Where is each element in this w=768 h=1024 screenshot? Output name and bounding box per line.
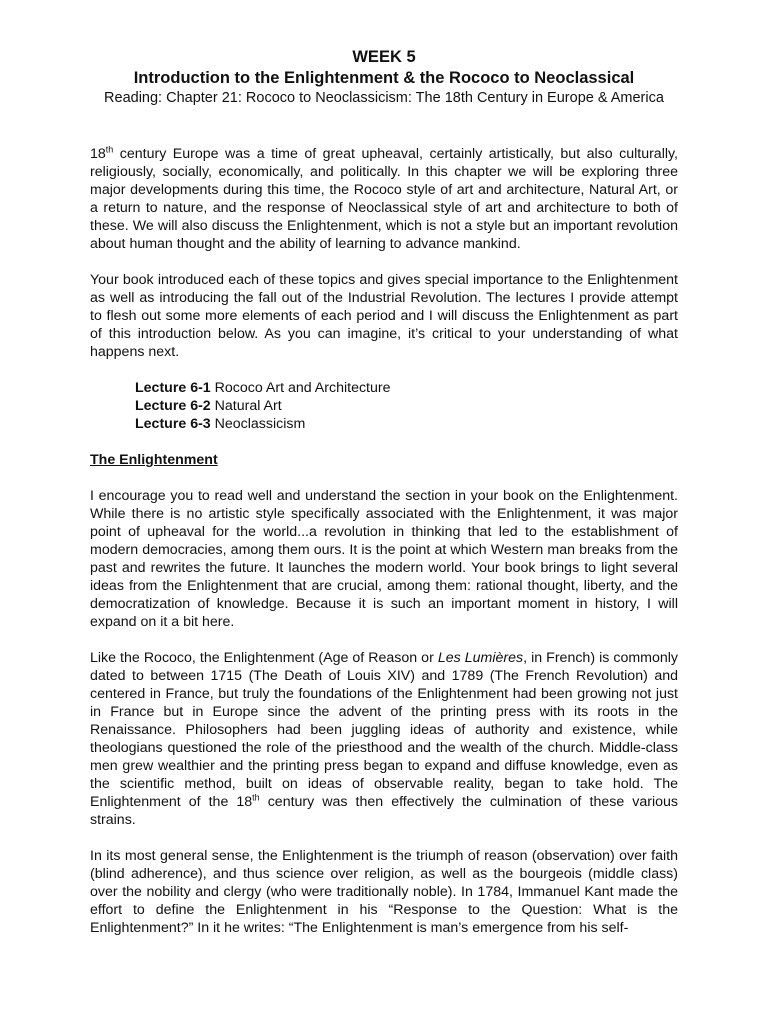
lecture-item [135,397,678,415]
lecture-name: Rococo Art and Architecture [210,380,391,396]
enlightenment-paragraph-3: In its most general sense, the Enlightenment is the triumph of reason (observation) over faith (blind adherence), and thus science over religion, as well as the bourgeois (middle class) over the nobility and clergy (who were traditionally noble). In 1784, Immanuel Kant made the effort to define the Enlightenment in his “Response to the Question: What is the Enlightenment?” In it he writes: “The Enlightenment is man’s emergence from his self- [90,848,678,936]
enlightenment-paragraph-2 [90,649,678,829]
intro-paragraph [90,145,678,253]
paragraph-text-part3: century was then effectively the culmination of these various strains. [90,794,678,828]
document-title: Introduction to the Enlightenment & the Rococo to Neoclassical [133,69,635,87]
lecture-code: Lecture 6-1 [135,380,211,396]
lecture-item [135,415,678,433]
lecture-code: Lecture 6-3 [135,416,211,432]
intro-paragraph-text: century Europe was a time of great upheaval, certainly artistically, but also culturally, religiously, socially, economically, and politically. In this chapter we will be exploring three major developments during this time, the Rococo style of art and architecture, Natural Art, or a return to nature, and the response of Neoclassical style of art and architecture to both of these. We will also discuss the Enlightenment, which is not a style but an important revolution about human thought and the ability of learning to advance mankind. [90,146,678,252]
lecture-item [135,379,678,397]
lecture-code: Lecture 6-2 [135,398,211,414]
lecture-list [135,379,678,433]
italic-term: Les Lumières [437,650,524,666]
section-heading-enlightenment: The Enlightenment [90,452,218,468]
paragraph-text-part1: Like the Rococo, the Enlightenment (Age of Reason or [90,650,438,666]
century-number: 18 [90,146,106,162]
paragraph-text-part2: , in French) is commonly dated to between 1715 (The Death of Louis XIV) and 1789 (The French Revolution) and centered in France, but truly the foundations of the Enlightenment had been growing not just in France but in Europe since the advent of the printing press with its roots in the Renaissance. Philosophers had been juggling ideas of authority and existence, while theologians questioned the role of the priesthood and the wealth of the church. Middle-class men grew wealthier and the printing press began to expand and diffuse knowledge, even as the scientific method, built on ideas of observable reality, began to take hold. The Enlightenment of the 18 [90,650,679,810]
reading-assignment: Reading: Chapter 21: Rococo to Neoclassicism: The 18th Century in Europe & America [104,90,664,106]
ordinal-superscript: th [105,144,114,155]
ordinal-superscript: th [252,792,260,803]
document-header [90,47,678,107]
enlightenment-paragraph-1: I encourage you to read well and understand the section in your book on the Enlightenment. While there is no artistic style specifically associated with the Enlightenment, it was major point of upheaval for the world...a revolution in thinking that led to the establishment of modern democracies, among them ours. It is the point at which Western man breaks from the past and rewrites the future. It launches the modern world. Your book brings to light several ideas from the Enlightenment that are crucial, among them: rational thought, liberty, and the democratization of knowledge. Because it is such an important moment in history, I will expand on it a bit here. [90,488,678,630]
week-heading: WEEK 5 [352,48,416,66]
overview-paragraph: Your book introduced each of these topics and gives special importance to the Enlightenment as well as introducing the fall out of the Industrial Revolution. The lectures I provide attempt to flesh out some more elements of each period and I will discuss the Enlightenment as part of this introduction below. As you can imagine, it’s critical to your understanding of what happens next. [90,272,678,360]
lecture-name: Natural Art [210,398,282,414]
lecture-name: Neoclassicism [210,416,306,432]
